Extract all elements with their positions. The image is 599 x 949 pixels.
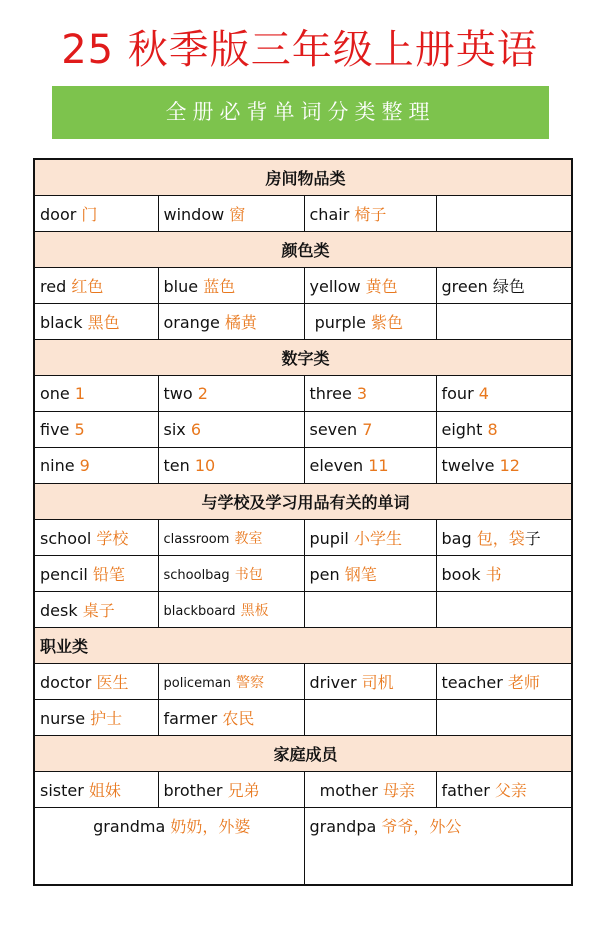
word-cell bbox=[34, 268, 158, 304]
chinese-meaning: 铅笔 bbox=[92, 565, 125, 584]
chinese-meaning: 父亲 bbox=[494, 781, 527, 800]
chinese-meaning: 门 bbox=[81, 205, 98, 224]
english-word: classroom bbox=[163, 531, 230, 547]
section-title: 数字类 bbox=[34, 340, 572, 376]
english-word: farmer bbox=[163, 709, 218, 728]
english-word: blue bbox=[163, 277, 199, 296]
english-word: five bbox=[40, 420, 70, 439]
section-header-row bbox=[34, 232, 572, 268]
english-word: blackboard bbox=[163, 603, 236, 619]
chinese-meaning: 橘黄 bbox=[224, 313, 257, 332]
english-word: window bbox=[163, 205, 225, 224]
table-row bbox=[34, 520, 572, 556]
table-row bbox=[34, 376, 572, 412]
chinese-meaning: 爷爷，外公 bbox=[381, 817, 462, 836]
section-header-row bbox=[34, 340, 572, 376]
chinese-meaning: 警察 bbox=[236, 674, 265, 691]
section-header-row bbox=[34, 159, 572, 196]
chinese-meaning: 绿色 bbox=[492, 277, 525, 296]
word-cell bbox=[34, 412, 158, 448]
chinese-meaning: 4 bbox=[478, 384, 489, 403]
english-word: desk bbox=[40, 601, 78, 620]
word-cell bbox=[304, 268, 436, 304]
word-cell bbox=[436, 412, 572, 448]
english-word: seven bbox=[309, 420, 358, 439]
chinese-meaning: 小学生 bbox=[353, 529, 402, 548]
english-word: one bbox=[40, 384, 70, 403]
chinese-meaning: 3 bbox=[356, 384, 368, 403]
english-word: three bbox=[309, 384, 352, 403]
chinese-meaning: 红色 bbox=[71, 277, 104, 296]
table-row bbox=[34, 448, 572, 484]
empty-cell bbox=[304, 700, 436, 736]
word-cell bbox=[158, 772, 304, 808]
english-word: grandma bbox=[93, 817, 166, 836]
chinese-meaning: 农民 bbox=[222, 709, 255, 728]
table-row bbox=[34, 808, 572, 886]
chinese-meaning: 8 bbox=[487, 420, 498, 439]
chinese-meaning: 书 bbox=[485, 565, 502, 584]
section-header-row bbox=[34, 736, 572, 772]
empty-cell bbox=[436, 592, 572, 628]
chinese-meaning: 2 bbox=[197, 384, 208, 403]
word-cell bbox=[436, 520, 572, 556]
section-title: 家庭成员 bbox=[34, 736, 572, 772]
english-word: brother bbox=[163, 781, 223, 800]
chinese-meaning: 12 bbox=[499, 456, 520, 475]
section-title: 颜色类 bbox=[34, 232, 572, 268]
english-word: green bbox=[441, 277, 488, 296]
word-cell bbox=[34, 304, 158, 340]
english-word: red bbox=[40, 277, 67, 296]
word-cell bbox=[158, 412, 304, 448]
empty-cell bbox=[436, 700, 572, 736]
word-cell bbox=[304, 808, 572, 886]
chinese-meaning: 紫色 bbox=[371, 313, 404, 332]
english-word: ten bbox=[163, 456, 190, 475]
chinese-meaning: 母亲 bbox=[382, 781, 415, 800]
english-word: purple bbox=[314, 313, 366, 332]
english-word: doctor bbox=[40, 673, 92, 692]
word-cell bbox=[34, 700, 158, 736]
english-word: pupil bbox=[309, 529, 349, 548]
english-word: two bbox=[163, 384, 193, 403]
english-word: twelve bbox=[441, 456, 495, 475]
english-word: school bbox=[40, 529, 92, 548]
word-cell bbox=[34, 556, 158, 592]
empty-cell bbox=[304, 592, 436, 628]
vocabulary-table bbox=[33, 158, 573, 886]
word-cell bbox=[304, 448, 436, 484]
english-word: pen bbox=[309, 565, 340, 584]
word-cell bbox=[158, 556, 304, 592]
english-word: book bbox=[441, 565, 481, 584]
chinese-meaning: 6 bbox=[190, 420, 202, 439]
word-cell bbox=[304, 772, 436, 808]
word-cell bbox=[158, 592, 304, 628]
word-cell bbox=[304, 376, 436, 412]
page-title: 25 秋季版三年级上册英语 bbox=[61, 27, 538, 73]
table-row bbox=[34, 664, 572, 700]
word-cell bbox=[436, 772, 572, 808]
word-cell bbox=[158, 268, 304, 304]
table-row bbox=[34, 304, 572, 340]
chinese-meaning: 奶奶，外婆 bbox=[170, 817, 251, 836]
word-cell bbox=[304, 664, 436, 700]
chinese-meaning: 钢笔 bbox=[344, 565, 377, 584]
table-row bbox=[34, 196, 572, 232]
english-word: grandpa bbox=[309, 817, 377, 836]
chinese-meaning: 7 bbox=[362, 420, 373, 439]
english-word: mother bbox=[319, 781, 378, 800]
chinese-meaning: 10 bbox=[194, 456, 216, 475]
english-word: eleven bbox=[309, 456, 364, 475]
english-word: sister bbox=[40, 781, 84, 800]
word-cell bbox=[158, 700, 304, 736]
word-cell bbox=[304, 196, 436, 232]
chinese-meaning: 蓝色 bbox=[203, 277, 236, 296]
empty-cell bbox=[436, 304, 572, 340]
word-cell bbox=[34, 664, 158, 700]
chinese-meaning: 11 bbox=[368, 456, 389, 475]
english-word: door bbox=[40, 205, 77, 224]
word-cell bbox=[436, 664, 572, 700]
word-cell bbox=[304, 304, 436, 340]
english-word: father bbox=[441, 781, 490, 800]
chinese-meaning: 黑色 bbox=[87, 313, 120, 332]
word-cell bbox=[34, 592, 158, 628]
section-title: 职业类 bbox=[34, 628, 572, 664]
chinese-meaning: 学校 bbox=[96, 529, 129, 548]
section-header-row bbox=[34, 628, 572, 664]
chinese-meaning-suffix: 子 bbox=[524, 529, 541, 548]
table-row bbox=[34, 412, 572, 448]
word-cell bbox=[436, 268, 572, 304]
word-cell bbox=[34, 808, 304, 886]
english-word: pencil bbox=[40, 565, 88, 584]
word-cell bbox=[34, 772, 158, 808]
word-cell bbox=[304, 556, 436, 592]
chinese-meaning: 1 bbox=[74, 384, 86, 403]
section-header-row bbox=[34, 484, 572, 520]
word-cell bbox=[304, 412, 436, 448]
word-cell bbox=[158, 376, 304, 412]
table-row bbox=[34, 772, 572, 808]
english-word: eight bbox=[441, 420, 483, 439]
empty-cell bbox=[436, 196, 572, 232]
word-cell bbox=[158, 664, 304, 700]
english-word: driver bbox=[309, 673, 357, 692]
chinese-meaning: 姐妹 bbox=[88, 781, 121, 800]
chinese-meaning: 兄弟 bbox=[227, 781, 260, 800]
word-cell bbox=[158, 520, 304, 556]
chinese-meaning: 椅子 bbox=[354, 205, 387, 224]
english-word: teacher bbox=[441, 673, 503, 692]
chinese-meaning: 5 bbox=[74, 420, 85, 439]
chinese-meaning: 桌子 bbox=[82, 601, 115, 620]
table-row bbox=[34, 592, 572, 628]
word-cell bbox=[158, 448, 304, 484]
english-word: black bbox=[40, 313, 83, 332]
word-cell bbox=[34, 196, 158, 232]
word-cell bbox=[34, 520, 158, 556]
english-word: chair bbox=[309, 205, 350, 224]
english-word: orange bbox=[163, 313, 220, 332]
chinese-meaning: 9 bbox=[79, 456, 90, 475]
subtitle-banner: 全册必背单词分类整理 bbox=[52, 86, 549, 139]
english-word: yellow bbox=[309, 277, 361, 296]
word-cell bbox=[34, 448, 158, 484]
chinese-meaning: 司机 bbox=[361, 673, 394, 692]
word-cell bbox=[34, 376, 158, 412]
chinese-meaning: 窗 bbox=[229, 205, 246, 224]
english-word: six bbox=[163, 420, 186, 439]
chinese-meaning: 黑板 bbox=[240, 602, 269, 619]
english-word: policeman bbox=[163, 675, 231, 691]
chinese-meaning: 包，袋 bbox=[476, 529, 525, 548]
chinese-meaning: 护士 bbox=[90, 709, 123, 728]
word-cell bbox=[436, 448, 572, 484]
english-word: nurse bbox=[40, 709, 86, 728]
section-title: 与学校及学习用品有关的单词 bbox=[34, 484, 572, 520]
english-word: nine bbox=[40, 456, 75, 475]
word-cell bbox=[158, 304, 304, 340]
chinese-meaning: 教室 bbox=[234, 530, 263, 547]
table-row bbox=[34, 268, 572, 304]
word-cell bbox=[436, 556, 572, 592]
word-cell bbox=[304, 520, 436, 556]
table-row bbox=[34, 700, 572, 736]
chinese-meaning: 黄色 bbox=[365, 277, 398, 296]
chinese-meaning: 书包 bbox=[234, 566, 263, 583]
table-row bbox=[34, 556, 572, 592]
english-word: bag bbox=[441, 529, 472, 548]
english-word: four bbox=[441, 384, 474, 403]
word-cell bbox=[158, 196, 304, 232]
word-cell bbox=[436, 376, 572, 412]
chinese-meaning: 老师 bbox=[507, 673, 540, 692]
english-word: schoolbag bbox=[163, 567, 230, 583]
section-title: 房间物品类 bbox=[34, 159, 572, 196]
chinese-meaning: 医生 bbox=[96, 673, 129, 692]
